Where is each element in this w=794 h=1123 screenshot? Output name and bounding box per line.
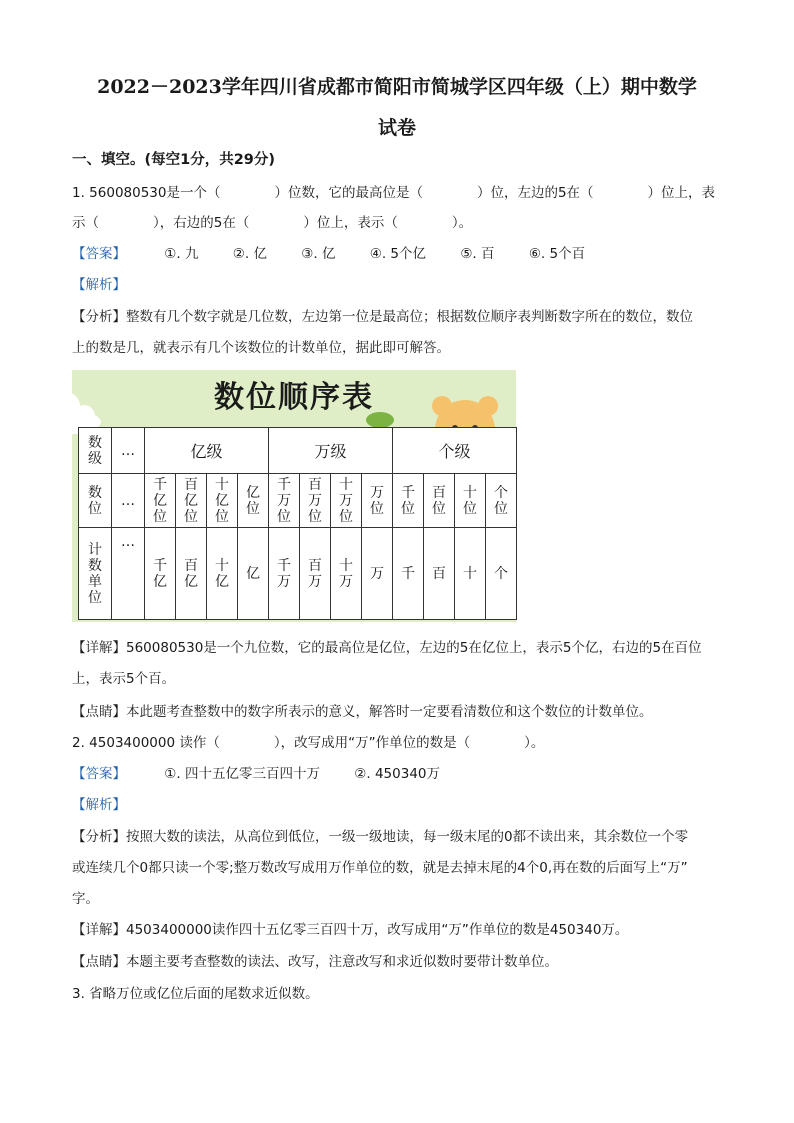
unit-cell: 万 [362, 528, 393, 620]
analysis-text-cont: 上的数是几，就表示有几个该数位的计数单位，据此即可解答。 [72, 340, 450, 356]
answer-item: ④. 5个亿 [369, 246, 427, 262]
level-ge: 个级 [393, 428, 517, 474]
ellipsis-cell: … [112, 528, 145, 620]
place-cell: 十万位 [331, 474, 362, 528]
analysis-label: 【解析】 [72, 797, 126, 813]
answer-item: ①. 四十五亿零三百四十万 [164, 766, 320, 782]
unit-cell: 千亿 [145, 528, 176, 620]
place-cell: 百亿位 [176, 474, 207, 528]
detail-text: 【详解】4503400000读作四十五亿零三百四十万，改写成用“万”作单位的数是450340万。 [72, 922, 629, 938]
level-yi: 亿级 [145, 428, 269, 474]
place-cell: 十亿位 [207, 474, 238, 528]
answer-row [72, 764, 732, 784]
document-title: 2022－2023学年四川省成都市简阳市简城学区四年级（上）期中数学 [97, 76, 697, 98]
analysis-text: 【分析】按照大数的读法，从高位到低位，一级一级地读，每一级末尾的0都不读出来，其余数位一个零 [72, 829, 689, 845]
answer-item: ②. 亿 [232, 246, 267, 262]
place-cell: 万位 [362, 474, 393, 528]
place-cell: 千万位 [269, 474, 300, 528]
analysis-label: 【解析】 [72, 277, 126, 293]
answer-label: 【答案】 [72, 246, 126, 262]
unit-cell: 百亿 [176, 528, 207, 620]
unit-cell: 千万 [269, 528, 300, 620]
answer-item: ⑥. 5个百 [528, 246, 586, 262]
unit-cell: 亿 [238, 528, 269, 620]
ellipsis-cell: … [112, 428, 145, 474]
comment-text: 【点睛】本此题考查整数中的数字所表示的意义，解答时一定要看清数位和这个数位的计数单位。 [72, 704, 653, 720]
analysis-text-cont: 或连续几个0都只读一个零;整万数改写成用万作单位的数，就是去掉末尾的4个0,再在数的后面写上“万” [72, 860, 688, 876]
detail-text-cont: 上，表示5个百。 [72, 671, 176, 687]
row-label-place: 数位 [79, 474, 112, 528]
place-cell: 个位 [486, 474, 517, 528]
level-wan: 万级 [269, 428, 393, 474]
document-title-cont: 试卷 [377, 117, 416, 139]
comment-text: 【点睛】本题主要考查整数的读法、改写，注意改写和求近似数时要带计数单位。 [72, 954, 558, 970]
question-3-text: 3. 省略万位或亿位后面的尾数求近似数。 [72, 986, 319, 1002]
unit-cell: 百 [424, 528, 455, 620]
place-cell: 千位 [393, 474, 424, 528]
ellipsis-cell: … [112, 474, 145, 528]
row-label-unit: 计数单位 [79, 528, 112, 620]
answer-item: ①. 九 [164, 246, 199, 262]
detail-text: 【详解】560080530是一个九位数，它的最高位是亿位，左边的5在亿位上，表示5个亿，右边的5在百位 [72, 640, 702, 656]
unit-cell: 十万 [331, 528, 362, 620]
question-2-text: 2. 4503400000 读作（ ），改写成用“万”作单位的数是（ ）。 [72, 735, 545, 751]
unit-cell: 十 [455, 528, 486, 620]
section-heading: 一、填空。(每空1分，共29分) [72, 152, 276, 168]
place-cell: 十位 [455, 474, 486, 528]
unit-cell: 十亿 [207, 528, 238, 620]
answer-item: ⑤. 百 [460, 246, 495, 262]
place-cell: 千亿位 [145, 474, 176, 528]
chart-title: 数位顺序表 [214, 380, 374, 415]
answer-item: ②. 450340万 [354, 766, 441, 782]
answer-row [72, 244, 732, 264]
analysis-text-cont: 字。 [72, 891, 99, 907]
unit-cell: 千 [393, 528, 424, 620]
unit-cell: 个 [486, 528, 517, 620]
place-cell: 亿位 [238, 474, 269, 528]
question-1-text: 1. 560080530是一个（ ）位数，它的最高位是（ ）位，左边的5在（ ）位上，表 [72, 185, 716, 201]
analysis-text: 【分析】整数有几个数字就是几位数，左边第一位是最高位；根据数位顺序表判断数字所在的数位，数位 [72, 309, 693, 325]
answer-label: 【答案】 [72, 766, 126, 782]
answer-item: ③. 亿 [301, 246, 336, 262]
question-1-text-cont: 示（ ），右边的5在（ ）位上，表示（ ）。 [72, 215, 473, 231]
place-cell: 百万位 [300, 474, 331, 528]
row-label-level: 数级 [79, 428, 112, 474]
unit-cell: 百万 [300, 528, 331, 620]
place-cell: 百位 [424, 474, 455, 528]
place-value-table [78, 427, 517, 620]
